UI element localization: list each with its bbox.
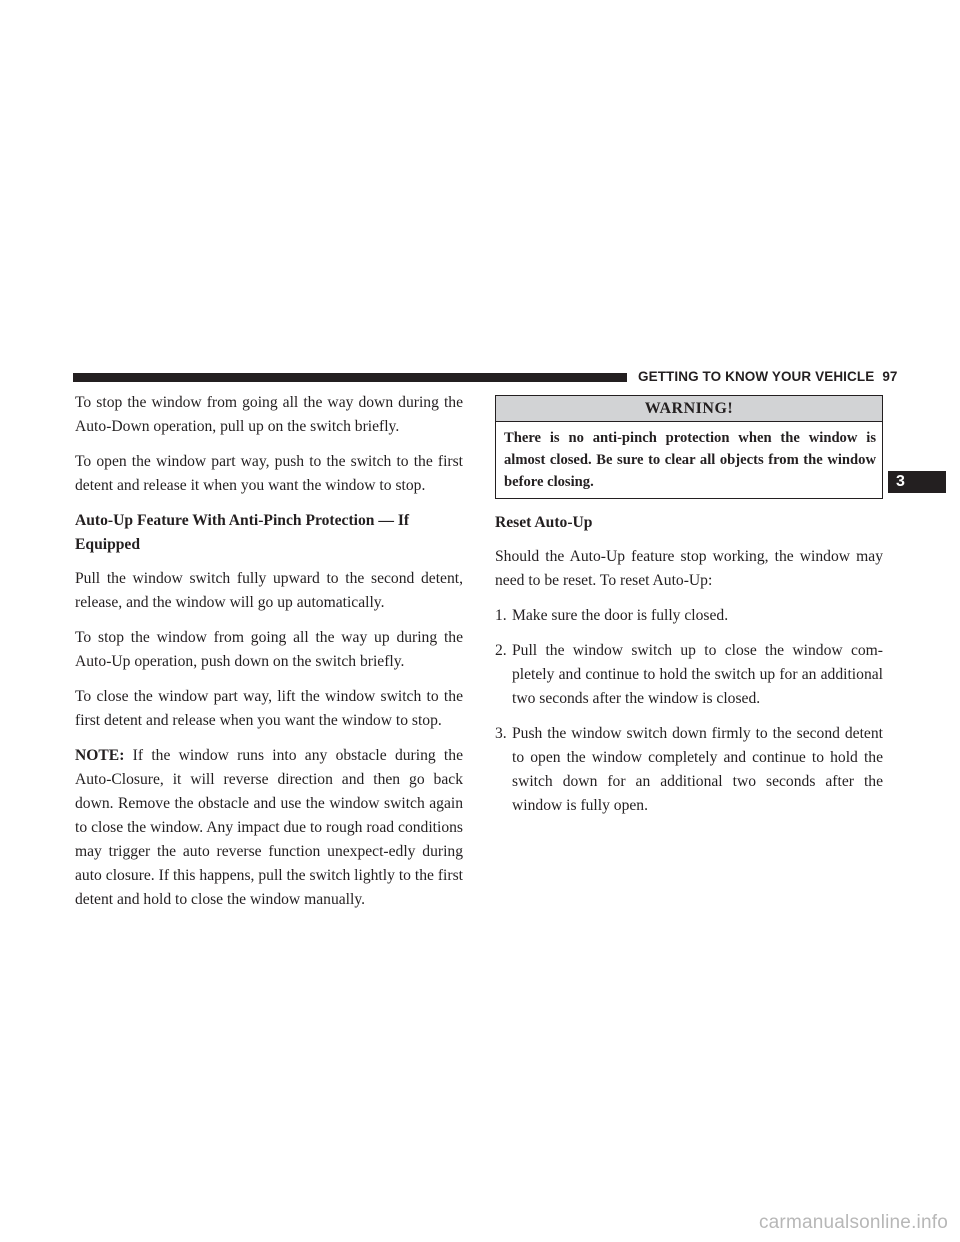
running-header [638,368,898,386]
note [75,744,463,912]
step-text: Pull the window switch up to close the window com-pletely and continue to hold the switch up for an additional two seconds after the window is closed. [512,642,883,707]
paragraph: To stop the window from going all the way up during the Auto-Up operation, push down on the switch briefly. [75,629,463,670]
steps-list [495,604,883,818]
page-number: 97 [882,369,898,384]
chapter-tab: 3 [888,471,946,493]
list-item [495,639,883,711]
note-label: NOTE: [75,747,125,764]
warning-title: WARNING! [496,396,882,422]
watermark[interactable]: carmanualsonline.info [758,1212,948,1233]
note-text: If the window runs into any obstacle during the Auto-Closure, it will reverse direction and then go back down. Remove the obstacle and use the window switch again to close the window. Any impact due to rough road conditions may trigger the auto reverse function unexpect-edly during auto closure. If this happens, pull the switch lightly to the first detent and hold to close the window manually. [75,747,463,908]
step-text: Make sure the door is fully closed. [512,607,729,624]
paragraph: Pull the window switch fully upward to the second detent, release, and the window will go up automatically. [75,570,463,611]
step-number: 3. [495,725,507,742]
warning-text: There is no anti-pinch protection when the window is almost closed. Be sure to clear all objects from the window before closing. [504,430,876,490]
list-item [495,604,883,628]
paragraph: To open the window part way, push to the switch to the first detent and release it when you want the window to stop. [75,453,463,494]
step-number: 1. [495,607,507,624]
step-text: Push the window switch down firmly to the second detent to open the window completely and continue to hold the switch down for an additional two seconds after the window is fully open. [512,725,883,814]
paragraph: Should the Auto-Up feature stop working, the window may need to be reset. To reset Auto-Up: [495,548,883,589]
right-column [495,391,883,829]
left-column [75,391,463,923]
warning-box [495,395,883,499]
section-title: GETTING TO KNOW YOUR VEHICLE [638,369,875,384]
paragraph: To close the window part way, lift the window switch to the first detent and release when you want the window to stop. [75,688,463,729]
header-rule [73,373,627,382]
list-item [495,722,883,818]
section-heading: Auto-Up Feature With Anti-Pinch Protection — If Equipped [75,512,410,553]
paragraph: To stop the window from going all the way down during the Auto-Down operation, pull up on the switch briefly. [75,394,463,435]
step-number: 2. [495,642,507,659]
section-heading: Reset Auto-Up [495,514,593,531]
